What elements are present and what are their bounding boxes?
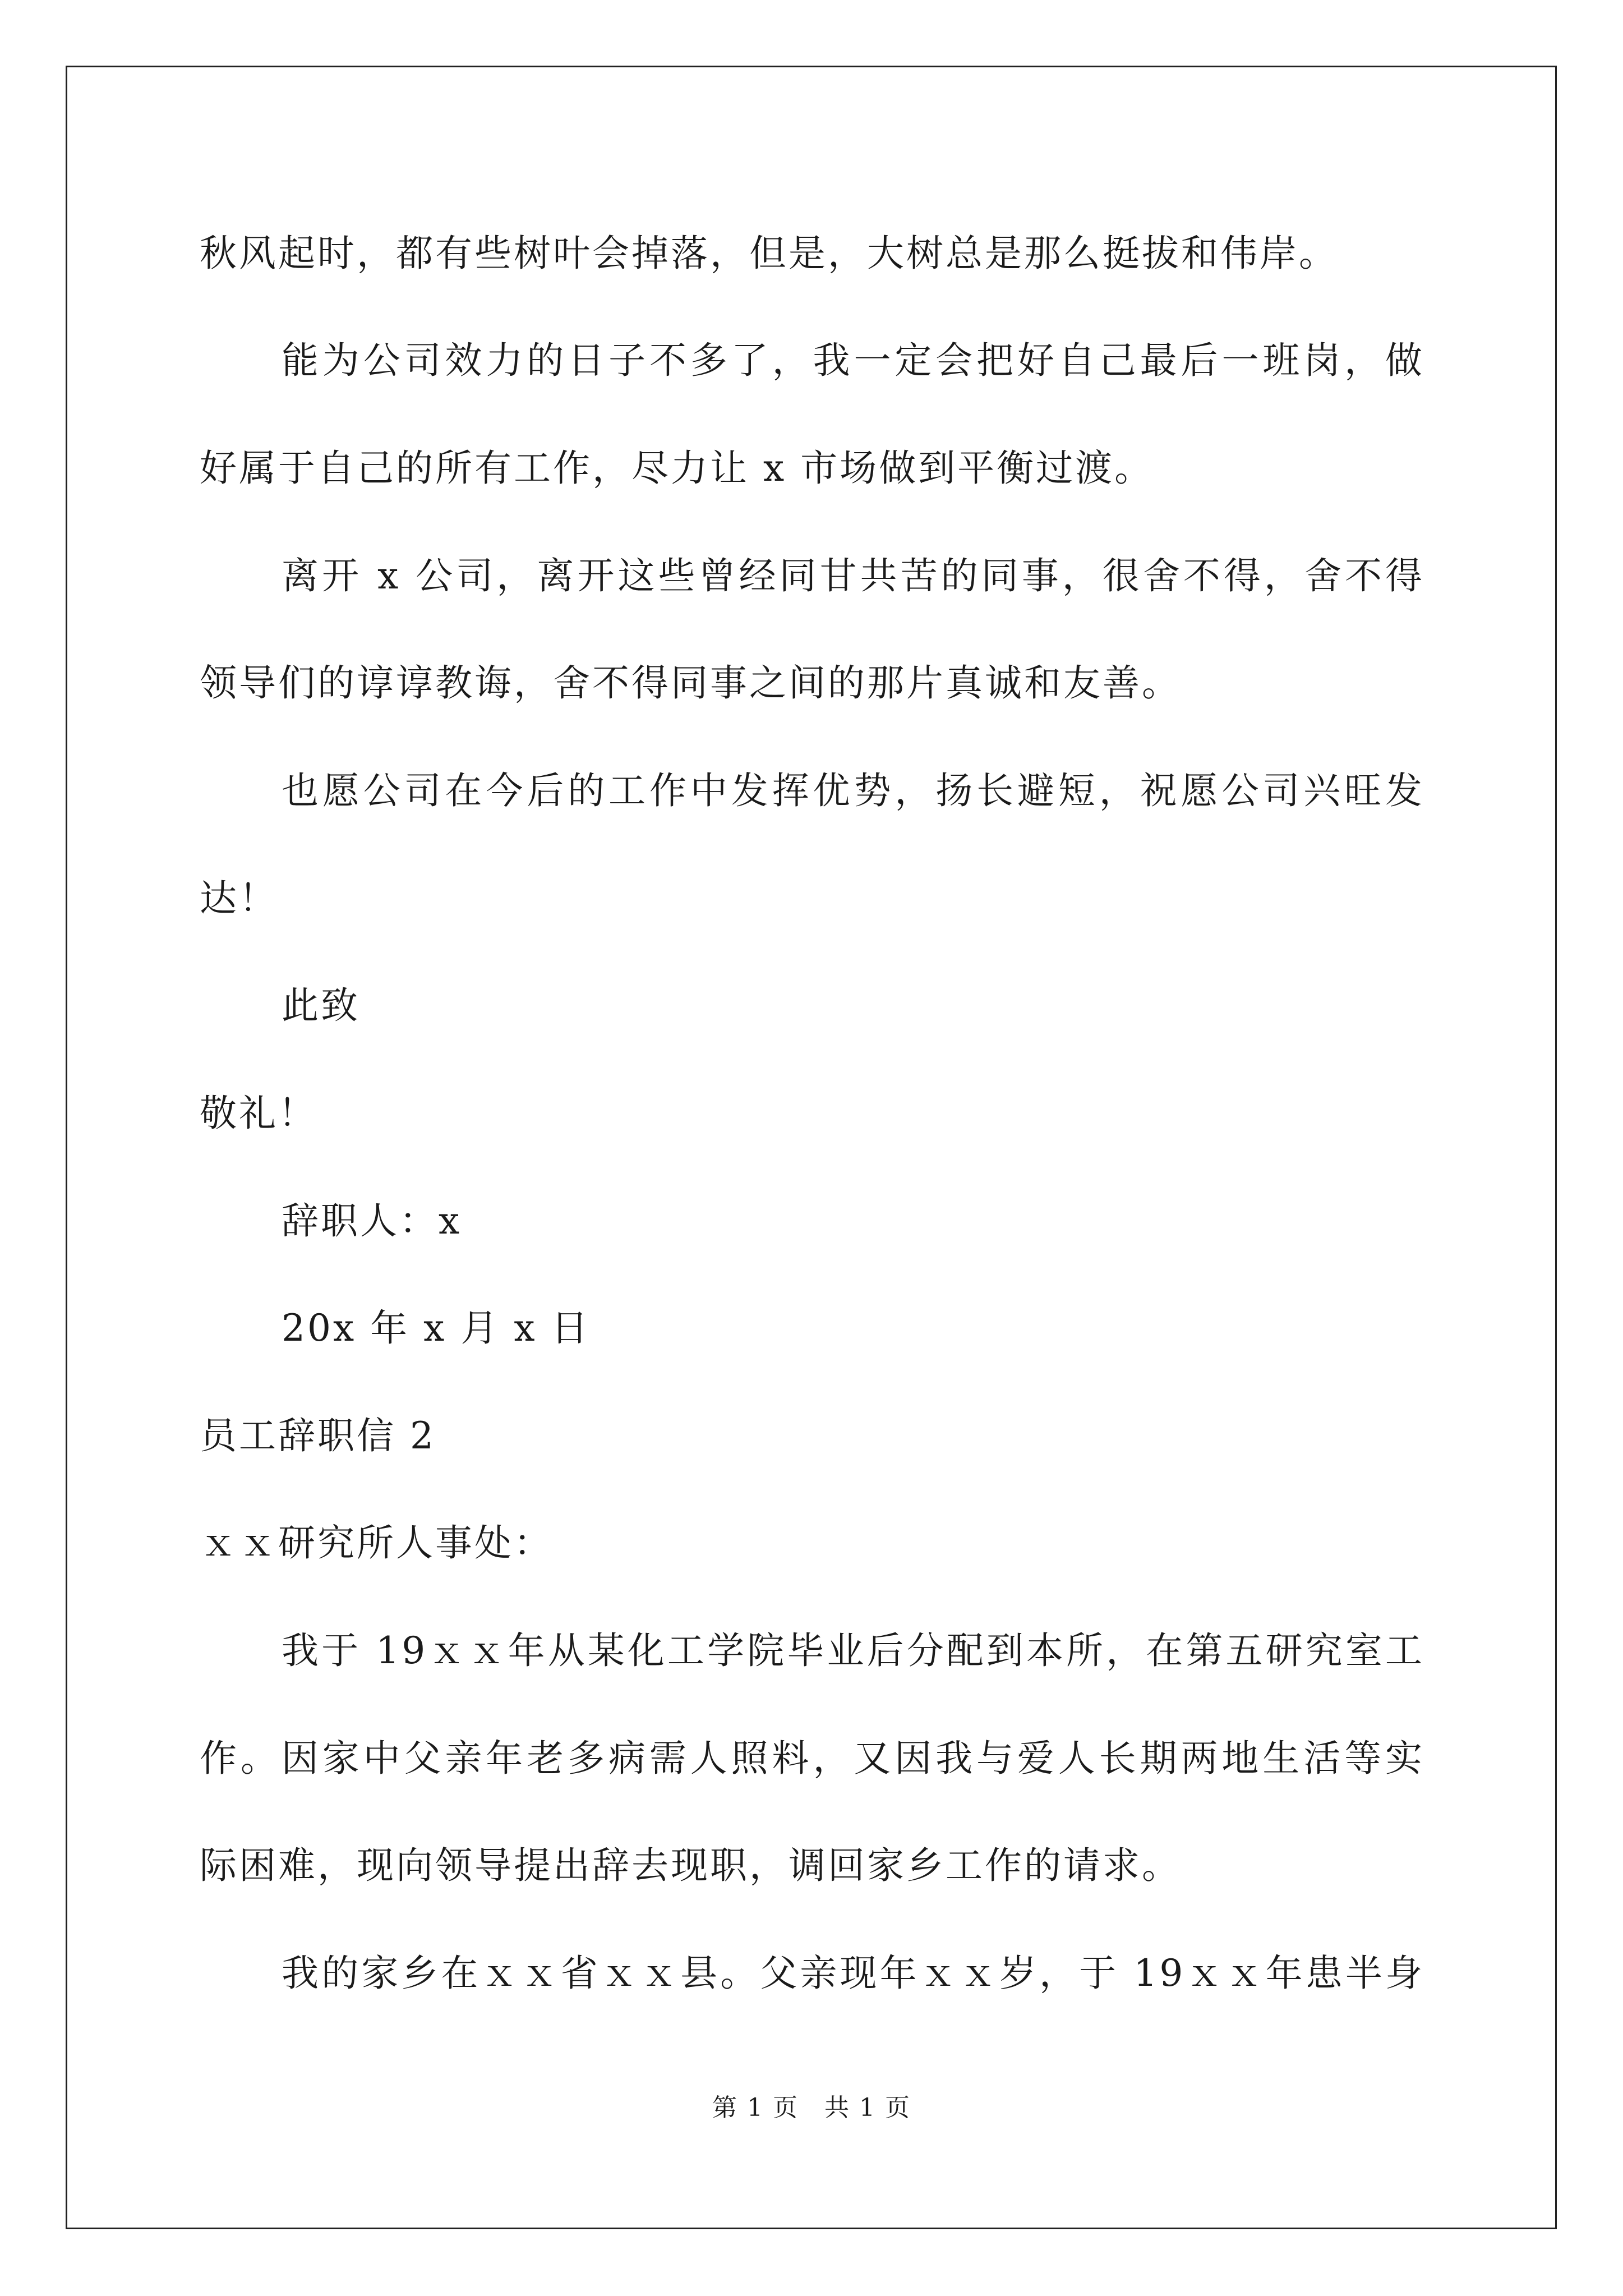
page-number-footer: 第 1 页 共 1 页 — [712, 2093, 911, 2122]
closing-respect: 敬礼！ — [200, 1092, 317, 1135]
paragraph-line: 达！ — [200, 877, 278, 920]
paragraph-line: 我的家乡在ｘｘ省ｘｘ县。父亲现年ｘｘ岁，于 19ｘｘ年患半身 — [282, 1952, 1424, 1995]
paragraph-line: 我于 19ｘｘ年从某化工学院毕业后分配到本所，在第五研究室工 — [282, 1629, 1424, 1672]
paragraph-line: 好属于自己的所有工作，尽力让 x 市场做到平衡过渡。 — [200, 447, 1154, 490]
paragraph-line: 际困难，现向领导提出辞去现职，调回家乡工作的请求。 — [200, 1844, 1181, 1887]
paragraph-line: 也愿公司在今后的工作中发挥优势，扬长避短，祝愿公司兴旺发 — [282, 769, 1424, 812]
paragraph-line: 领导们的谆谆教诲，舍不得同事之间的那片真诚和友善。 — [200, 661, 1181, 705]
paragraph-line: 作。因家中父亲年老多病需人照料，又因我与爱人长期两地生活等实 — [200, 1737, 1424, 1780]
paragraph-line: 秋风起时，都有些树叶会掉落，但是，大树总是那么挺拔和伟岸。 — [200, 232, 1338, 275]
page-border — [66, 66, 1557, 2229]
paragraph-line: 能为公司效力的日子不多了，我一定会把好自己最后一班岗，做 — [282, 339, 1424, 382]
section-heading: 员工辞职信 2 — [200, 1414, 436, 1457]
paragraph-line: 离开 x 公司，离开这些曾经同甘共苦的同事，很舍不得，舍不得 — [282, 554, 1424, 597]
closing-salutation: 此致 — [282, 984, 360, 1027]
letter-addressee: ｘｘ研究所人事处： — [200, 1521, 553, 1565]
signature-name: 辞职人：x — [282, 1199, 462, 1243]
signature-date: 20x 年 x 月 x 日 — [282, 1306, 591, 1350]
